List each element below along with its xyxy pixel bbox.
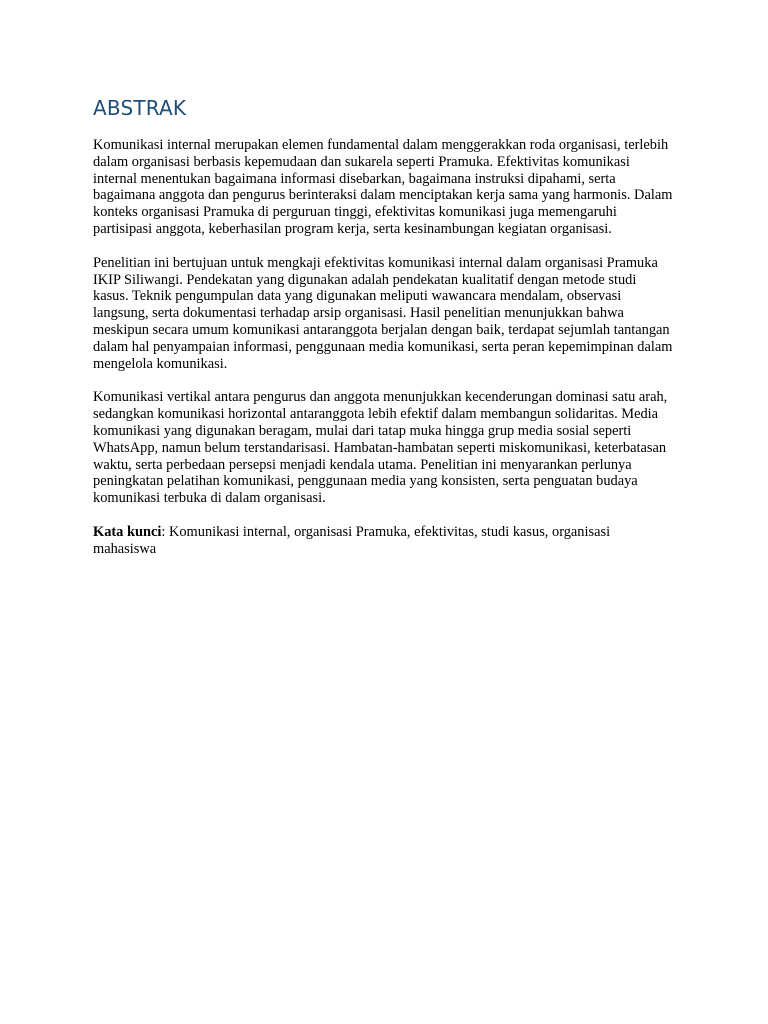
abstract-paragraph-3: Komunikasi vertikal antara pengurus dan anggota menunjukkan kecenderungan dominasi satu arah, sedangkan komunikasi horizontal antaranggota lebih efektif dalam membangun solidaritas. Media komunikasi yang digunakan beragam, mulai dari tatap muka hingga grup media sosial seperti WhatsApp, namun belum terstandarisasi. Hambatan-hambatan seperti miskomunikasi, keterbatasan waktu, serta perbedaan persepsi menjadi kendala utama. Penelitian ini menyarankan perlunya peningkatan pelatihan komunikasi, penggunaan media yang konsisten, serta penguatan budaya komunikasi terbuka di dalam organisasi.: [93, 389, 668, 507]
document-page: [93, 96, 675, 575]
abstract-heading: ABSTRAK: [93, 96, 187, 120]
abstract-paragraph-1: Komunikasi internal merupakan elemen fundamental dalam menggerakkan roda organisasi, terlebih dalam organisasi berbasis kepemudaan dan sukarela seperti Pramuka. Efektivitas komunikasi internal menentukan bagaimana informasi disebarkan, bagaimana instruksi dipahami, serta bagaimana anggota dan pengurus berinteraksi dalam menciptakan kerja sama yang harmonis. Dalam konteks organisasi Pramuka di perguruan tinggi, efektivitas komunikasi juga memengaruhi partisipasi anggota, keberhasilan program kerja, serta kesinambungan kegiatan organisasi.: [93, 137, 673, 237]
keywords-separator: :: [161, 523, 166, 540]
keywords-line: [93, 524, 675, 558]
keywords-label: Kata kunci: [93, 523, 162, 540]
keywords-text: Komunikasi internal, organisasi Pramuka, efektivitas, studi kasus, organisasi mahasiswa: [93, 523, 611, 557]
abstract-paragraph-2: Penelitian ini bertujuan untuk mengkaji efektivitas komunikasi internal dalam organisasi Pramuka IKIP Siliwangi. Pendekatan yang digunakan adalah pendekatan kualitatif dengan metode studi kasus. Teknik pengumpulan data yang digunakan meliputi wawancara mendalam, observasi langsung, serta dokumentasi terhadap arsip organisasi. Hasil penelitian menunjukkan bahwa meskipun secara umum komunikasi antaranggota berjalan dengan baik, terdapat sejumlah tantangan dalam hal penyampaian informasi, penggunaan media komunikasi, serta peran kepemimpinan dalam mengelola komunikasi.: [93, 254, 673, 372]
